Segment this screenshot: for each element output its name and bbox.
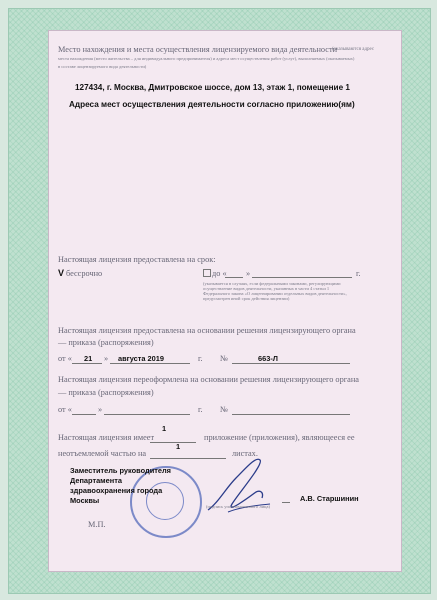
- reissue-from: от «: [58, 405, 72, 414]
- reissue-number-line: [232, 414, 350, 415]
- pages-text-3: неотъемлемой частью на: [58, 449, 147, 458]
- pages-text-2: приложение (приложения), являющееся ее: [204, 433, 355, 442]
- location-header-note-3: в составе лицензируемого вида деятельности): [58, 64, 147, 69]
- until-checkbox[interactable]: [203, 269, 211, 277]
- reissue-number-sign: №: [220, 405, 228, 414]
- pages-text-4: листах.: [232, 449, 258, 458]
- close-quote: »: [104, 354, 109, 363]
- signature: [198, 448, 278, 520]
- signature-line: [282, 502, 290, 503]
- location-header-note: (указываются адрес: [332, 47, 375, 52]
- basis-text-1: Настоящая лицензия предоставлена на основании решения лицензирующего органа: [58, 326, 356, 335]
- reissue-year: г.: [198, 405, 203, 414]
- order-number: 663-Л: [258, 354, 278, 363]
- until-label: до «: [212, 269, 227, 278]
- issue-day: 21: [84, 354, 93, 363]
- location-header-note-2: места нахождения (место жительства – для индивидуального предпринимателя) и адреса мест осуществления работ (услуг), выполняемых (оказываемых): [58, 56, 355, 61]
- signer-title-line-1: Заместитель руководителя: [70, 466, 171, 475]
- until-mid: »: [246, 269, 251, 278]
- basis-text-2: — приказа (распоряжения): [58, 338, 154, 347]
- official-seal: [130, 466, 202, 538]
- issue-month-year: августа 2019: [118, 354, 164, 363]
- pages-count: 1: [162, 424, 167, 433]
- address: 127434, г. Москва, Дмитровское шоссе, дом 13, этаж 1, помещение 1: [75, 83, 350, 92]
- pages-count-line: [150, 442, 196, 443]
- number-line: [232, 363, 350, 364]
- term-label: Настоящая лицензия предоставлена на срок:: [58, 255, 216, 264]
- month-line: [110, 363, 190, 364]
- until-year: г.: [356, 269, 361, 278]
- reissue-text-2: — приказа (распоряжения): [58, 388, 154, 397]
- signer-title-line-2: Департамента: [70, 476, 122, 485]
- stamp-place: М.П.: [88, 520, 106, 529]
- until-date-line: [252, 277, 352, 278]
- indefinite-label: бессрочно: [66, 269, 103, 278]
- location-header: Место нахождения и места осуществления лицензируемого вида деятельности: [58, 45, 338, 54]
- year-mark: г.: [198, 354, 203, 363]
- reissue-text-1: Настоящая лицензия переоформлена на основании решения лицензирующего органа: [58, 375, 359, 384]
- reissue-close: »: [98, 405, 103, 414]
- signer-title-line-3: здравоохранения города: [70, 486, 163, 495]
- signer-title-line-4: Москвы: [70, 496, 100, 505]
- signature-note: (подпись уполномоченного лица): [206, 504, 270, 509]
- reissue-day-line: [72, 414, 96, 415]
- reissue-month-line: [104, 414, 190, 415]
- until-day-line: [225, 277, 243, 278]
- indefinite-checkbox[interactable]: V: [58, 268, 65, 278]
- day-line: [72, 363, 102, 364]
- from-label: от «: [58, 354, 72, 363]
- sheets-count: 1: [176, 442, 181, 451]
- number-sign: №: [220, 354, 228, 363]
- term-note: (указывается в случаях, если федеральными законами, регулирующими осуществление видов деятельности, указанных в части 4 статьи 1 Федерального закона «О лицензировании отдельных видов деятельности», предусмотрен иной срок действия лицензии): [203, 281, 347, 301]
- address-note: Адреса мест осуществления деятельности согласно приложению(ям): [69, 100, 355, 109]
- pages-text-1: Настоящая лицензия имеет: [58, 433, 155, 442]
- signer-name: А.В. Старшинин: [300, 494, 359, 503]
